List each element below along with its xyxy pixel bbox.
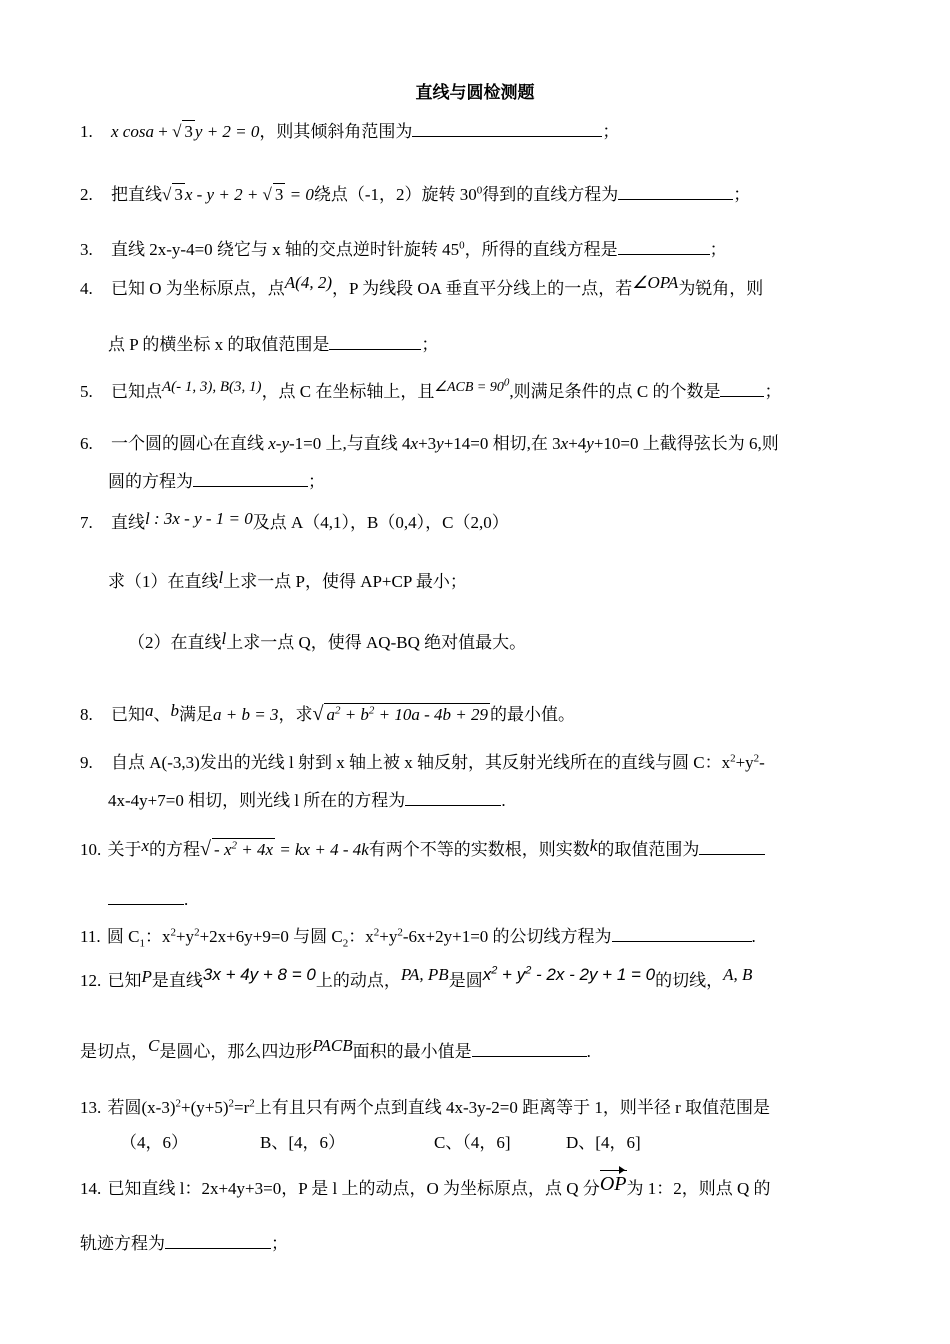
question-number: 11. — [80, 927, 101, 946]
formula: 3x + 4y + 8 = 0 — [202, 965, 316, 984]
vector-op: OP — [599, 1173, 627, 1195]
question-8: 8. 已知a、b满足a + b = 3，求√ $a^2 + b^2 + 10a - 4b + 29$ 的最小值。 — [80, 701, 576, 725]
answer-blank — [329, 333, 421, 350]
question-text: ，则其倾斜角范围为 — [259, 122, 413, 141]
formula: A(- 1, 3), B(3, 1) — [162, 379, 262, 395]
formula: $x^2 + y^2 - 2x - 2y + 1 = 0$ — [482, 964, 656, 984]
question-number: 13. — [80, 1098, 102, 1117]
option-c: C、（4，6] — [434, 1133, 511, 1152]
question-number: 2. — [80, 185, 93, 204]
question-7-part-2: （2）在直线l上求一点 Q，使得 AQ-BQ 绝对值最大。 — [128, 629, 527, 652]
question-number: 9. — [80, 753, 93, 772]
answer-blank — [618, 183, 733, 200]
question-7-part-1: 求（1）在直线l上求一点 P，使得 AP+CP 最小； — [108, 568, 467, 591]
formula: l : 3x - y - 1 = 0 — [145, 509, 253, 528]
question-number: 6. — [80, 434, 93, 453]
question-14: 14. 已知直线 l：2x+4y+3=0，P 是 l 上的动点，O 为坐标原点，点 Q 分OP为 1：2，则点 Q 的 — [80, 1173, 771, 1198]
question-14-line-2: 轨迹方程为 ； — [80, 1234, 288, 1253]
answer-blank — [193, 470, 308, 487]
question-number: 10. — [80, 840, 102, 859]
answer-blank — [165, 1232, 271, 1249]
question-number: 8. — [80, 705, 93, 724]
answer-blank — [720, 380, 764, 397]
formula: a + b = 3 — [213, 705, 279, 724]
answer-blank — [108, 888, 184, 905]
answer-blank — [412, 120, 602, 137]
question-1: 1. x cosa + √ 3 y + 2 = 0，则其倾斜角范围为 ； — [80, 122, 620, 141]
question-number: 4. — [80, 279, 93, 298]
question-12: 12. 已知P是直线3x + 4y + 8 = 0上的动点，PA, PB是圆$x^2 + y^2 - 2x - 2y + 1 = 0$的切线，A, B — [80, 964, 753, 990]
formula: ∠OPA — [632, 273, 679, 292]
formula: √ $a^2 + b^2 + 10a - 4b + 29$ — [312, 703, 489, 725]
question-9: 9. 自点 A(-3,3)发出的光线 l 射到 x 轴上被 x 轴反射，其反射光线所在的直线与圆 C：$x^2+y^2-$ — [80, 752, 765, 772]
question-4: 4. 已知 O 为坐标原点，点A(4, 2)，P 为线段 OA 垂直平分线上的一点，若∠OPA为锐角，则 — [80, 273, 764, 298]
option-a: （4，6） — [120, 1133, 188, 1152]
question-7: 7. 直线l : 3x - y - 1 = 0及点 A（4,1），B（0,4），C（2,0） — [80, 509, 509, 532]
answer-blank — [612, 925, 752, 942]
question-9-line-2: 4x-4y+7=0 相切，则光线 l 所在的方程为 . — [108, 791, 506, 810]
question-4-line-2: 点 P 的横坐标 x 的取值范围是 ； — [108, 335, 439, 354]
answer-blank — [699, 838, 765, 855]
question-3: 3. 直线 2x-y-4=0 绕它与 x 轴的交点逆时针旋转 $45^0$，所得的直线方程是 ； — [80, 239, 727, 259]
page-title: 直线与圆检测题 — [415, 83, 535, 103]
answer-blank — [472, 1040, 587, 1057]
answer-blank — [405, 789, 501, 806]
formula: √ - $x^2 + 4x$ = kx + 4 - 4k — [200, 838, 369, 860]
question-number: 14. — [80, 1179, 102, 1198]
question-number: 1. — [80, 122, 93, 141]
question-5: 5. 已知点A(- 1, 3), B(3, 1)，点 C 在坐标轴上，且$^{\angle ACB = 90^0}$,则满足条件的点 C 的个数是 ； — [80, 376, 782, 401]
question-number: 12. — [80, 971, 102, 990]
question-10-line-2: . — [108, 888, 188, 911]
formula: √ 3 x - y + 2 + √ 3 = 0 — [162, 185, 314, 204]
question-11: 11. 圆 $C_1$：$x^2+y^2+2x+6y+9=0$ 与圆 $C_2$：$x^2+y^2-6x+2y+1=0$ 的公切线方程为 . — [80, 926, 756, 950]
question-12-line-2: 是切点，C是圆心，那么四边形PACB面积的最小值是 . — [80, 1036, 591, 1061]
question-10: 10. 关于x的方程√ - $x^2 + 4x$ = kx + 4 - 4k有两个不等的实数根，则实数k的取值范围为 — [80, 838, 765, 861]
question-6: 6. 一个圆的圆心在直线 x-y-1=0 上,与直线 4x+3y+14=0 相切,在 3x+4y+10=0 上截得弦长为 6,则 — [80, 434, 779, 453]
formula: x cosa + √ 3 y + 2 = 0 — [111, 122, 260, 141]
option-b: B、[4，6） — [260, 1133, 345, 1152]
question-2: 2. 把直线√ 3 x - y + 2 + √ 3 = 0绕点（-1，2）旋转 $30^0$得到的直线方程为 ； — [80, 184, 751, 204]
question-6-line-2: 圆的方程为 ； — [108, 472, 325, 491]
formula: ∠ACB = 900 — [434, 376, 510, 395]
question-number: 7. — [80, 513, 93, 532]
answer-blank — [618, 238, 710, 255]
question-13-options — [120, 1132, 641, 1154]
question-number: 3. — [80, 240, 93, 259]
question-13: 13. 若圆$(x-3)^2+(y+5)^2=r^2$上有且只有两个点到直线 4x-3y-2=0 距离等于 1，则半径 r 取值范围是 — [80, 1097, 771, 1117]
formula: A(4, 2) — [284, 273, 332, 292]
question-number: 5. — [80, 382, 93, 401]
option-d: D、[4，6] — [566, 1133, 641, 1152]
